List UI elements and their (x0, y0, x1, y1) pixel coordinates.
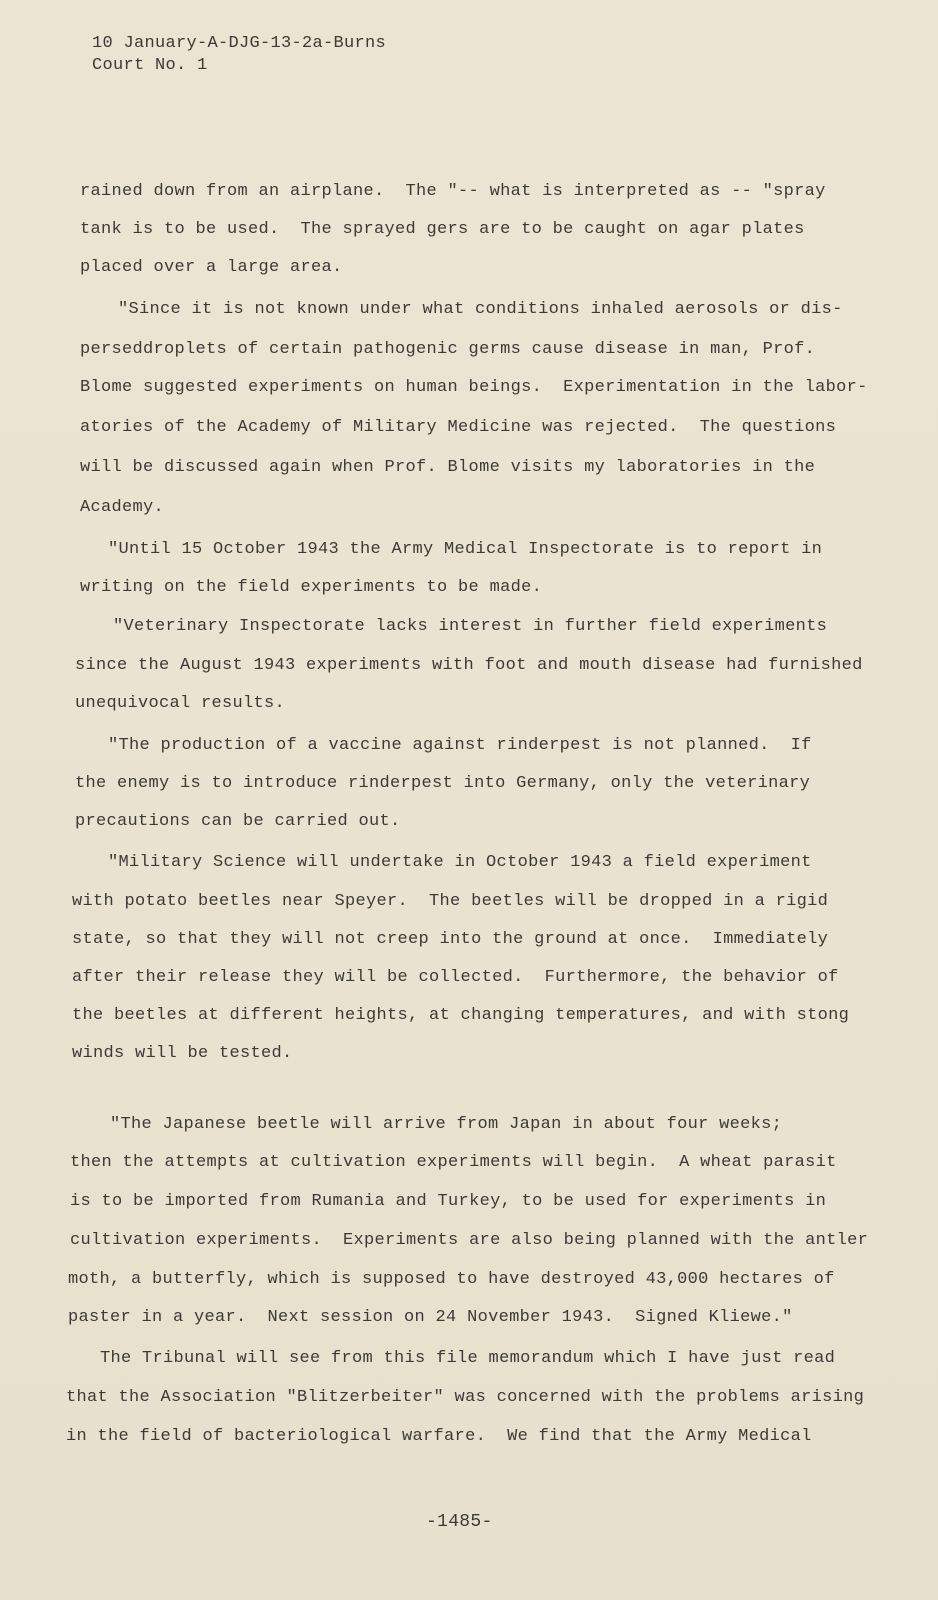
text-line: after their release they will be collected. Furthermore, the behavior of (72, 968, 839, 987)
text-line: in the field of bacteriological warfare. We find that the Army Medical (66, 1427, 812, 1446)
paragraph-start: "The Japanese beetle will arrive from Japan in about four weeks; (110, 1115, 783, 1134)
text-line: writing on the field experiments to be made. (80, 578, 543, 597)
text-line: that the Association "Blitzerbeiter" was concerned with the problems arising (66, 1388, 865, 1407)
text-line: since the August 1943 experiments with foot and mouth disease had furnished (75, 656, 863, 675)
paragraph-start: "Since it is not known under what conditions inhaled aerosols or dis- (118, 300, 843, 319)
text-line: the enemy is to introduce rinderpest into Germany, only the veterinary (75, 774, 811, 793)
text-line: rained down from an airplane. The "-- what is interpreted as -- "spray (80, 182, 826, 201)
text-line: Blome suggested experiments on human beings. Experimentation in the labor- (80, 378, 868, 397)
text-line: is to be imported from Rumania and Turkey, to be used for experiments in (70, 1192, 827, 1211)
header-docket: 10 January-A-DJG-13-2a-Burns (92, 34, 387, 53)
paragraph-start: "Military Science will undertake in October 1943 a field experiment (108, 853, 812, 872)
text-line: perseddroplets of certain pathogenic germs cause disease in man, Prof. (80, 340, 816, 359)
paragraph-start: "The production of a vaccine against rinderpest is not planned. If (108, 736, 812, 755)
text-line: the beetles at different heights, at changing temperatures, and with stong (72, 1006, 850, 1025)
text-line: will be discussed again when Prof. Blome visits my laboratories in the (80, 458, 816, 477)
text-line: with potato beetles near Speyer. The beetles will be dropped in a rigid (72, 892, 829, 911)
text-line: state, so that they will not creep into the ground at once. Immediately (72, 930, 829, 949)
paragraph-start: "Until 15 October 1943 the Army Medical Inspectorate is to report in (108, 540, 823, 559)
text-line: atories of the Academy of Military Medicine was rejected. The questions (80, 418, 837, 437)
text-line: precautions can be carried out. (75, 812, 401, 831)
paragraph-start: The Tribunal will see from this file memorandum which I have just read (100, 1349, 836, 1368)
text-line: winds will be tested. (72, 1044, 293, 1063)
text-line: cultivation experiments. Experiments are also being planned with the antler (70, 1231, 869, 1250)
paragraph-start: "Veterinary Inspectorate lacks interest in further field experiments (113, 617, 828, 636)
text-line: unequivocal results. (75, 694, 286, 713)
header-court: Court No. 1 (92, 56, 208, 75)
text-line: Academy. (80, 498, 165, 517)
text-line: placed over a large area. (80, 258, 343, 277)
text-line: then the attempts at cultivation experiments will begin. A wheat parasit (70, 1153, 837, 1172)
page-number: -1485- (426, 1512, 493, 1532)
text-line: paster in a year. Next session on 24 November 1943. Signed Kliewe." (68, 1308, 793, 1327)
text-line: tank is to be used. The sprayed gers are to be caught on agar plates (80, 220, 805, 239)
text-line: moth, a butterfly, which is supposed to have destroyed 43,000 hectares of (68, 1270, 835, 1289)
